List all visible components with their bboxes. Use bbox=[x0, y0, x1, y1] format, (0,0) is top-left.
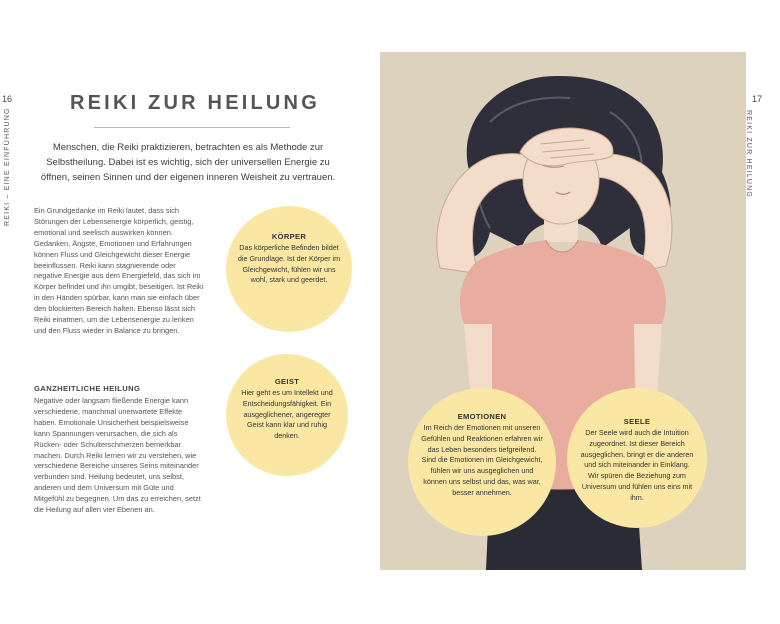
circle-koerper-text: Das körperliche Befinden bildet die Grundlage. Ist der Körper im Gleichgewicht, fühlen wir uns wohl, stark und geerdet. bbox=[237, 243, 341, 285]
circle-koerper bbox=[226, 206, 352, 332]
page-number-right: 17 bbox=[752, 94, 763, 104]
page-number-left: 16 bbox=[2, 94, 13, 104]
section-heading: GANZHEITLICHE HEILUNG bbox=[34, 384, 141, 393]
circle-geist-text: Hier geht es um Intellekt und Entscheidungsfähigkeit. Ein ausgeglichener, angeregter Geist kann klar und ruhig denken. bbox=[241, 388, 333, 441]
page-title: REIKI ZUR HEILUNG bbox=[70, 92, 320, 114]
circle-seele bbox=[567, 388, 707, 528]
body-paragraph-1: Ein Grundgedanke im Reiki lautet, dass sich Störungen der Lebensenergie körperlich, geistig, emotional und seelisch auswirken können. Gedanken, Ängste, Emotionen und Erfahrungen können Fluss und Gleichgewicht dieser Energie beeinflussen. Reiki kann stagnierende oder negative Energie aus dem Energiefeld, das sich im Körper befindet und ihn umgibt, beseitigen. Ist Reiki in den Händen spürbar, kann man sie einfach über den blockierten Bereich halten. Ebenso lässt sich Reiki einatmen, um die Lebensenergie zu lenken und den Fluss wieder in Balance zu bringen. bbox=[34, 206, 204, 335]
body-paragraph-2: Negative oder langsam fließende Energie kann verschiedene, manchmal unerwartete Effekte haben. Emotionale Unsicherheit beispielsweise kann Spannungen verursachen, die sich als Rücken- oder Schulterschmerzen bemerkbar machen. Durch Reiki lernen wir zu verstehen, wie verschiedene Bereiche unseres Seins miteinander verbunden sind. Heilung bedeutet, uns selbst, anderen und dem Universum mit Güte und Mitgefühl zu begegnen. Um das zu erreichen, setzt die Heilung auf allen vier Ebenen an. bbox=[34, 396, 201, 515]
circle-geist bbox=[226, 354, 348, 476]
circle-emotionen bbox=[408, 388, 556, 536]
running-head-left: REIKI – EINE EINFÜHRUNG bbox=[4, 107, 11, 226]
running-head-right: REIKI ZUR HEILUNG bbox=[745, 110, 752, 199]
circle-emotionen-text: Im Reich der Emotionen mit unseren Gefühlen und Reaktionen erfahren wir das Leben besonders tiefgreifend. Sind die Emotionen im Gleichgewicht, fühlen wir uns ausgeglichen und können uns selbst und das, was war, besser annehmen. bbox=[421, 423, 543, 497]
circle-koerper-title: KÖRPER bbox=[271, 232, 307, 241]
circle-seele-text: Der Seele wird auch die Intuition zugeordnet. Ist dieser Bereich ausgeglichen, bringt er die anderen und sich miteinander in Einklang. Wir spüren die Beziehung zum Universum und fühlen uns eins mit ihm. bbox=[580, 428, 694, 502]
intro-paragraph: Menschen, die Reiki praktizieren, betrachten es als Methode zur Selbstheilung. Dabei ist es wichtig, sich der universellen Energie zu öffnen, seinen Sinnen und der eigenen inneren Weisheit zu vertrauen. bbox=[40, 142, 336, 183]
title-divider bbox=[94, 127, 290, 128]
circle-emotionen-title: EMOTIONEN bbox=[457, 412, 507, 421]
circle-geist-title: GEIST bbox=[274, 377, 300, 386]
circle-seele-title: SEELE bbox=[623, 417, 651, 426]
